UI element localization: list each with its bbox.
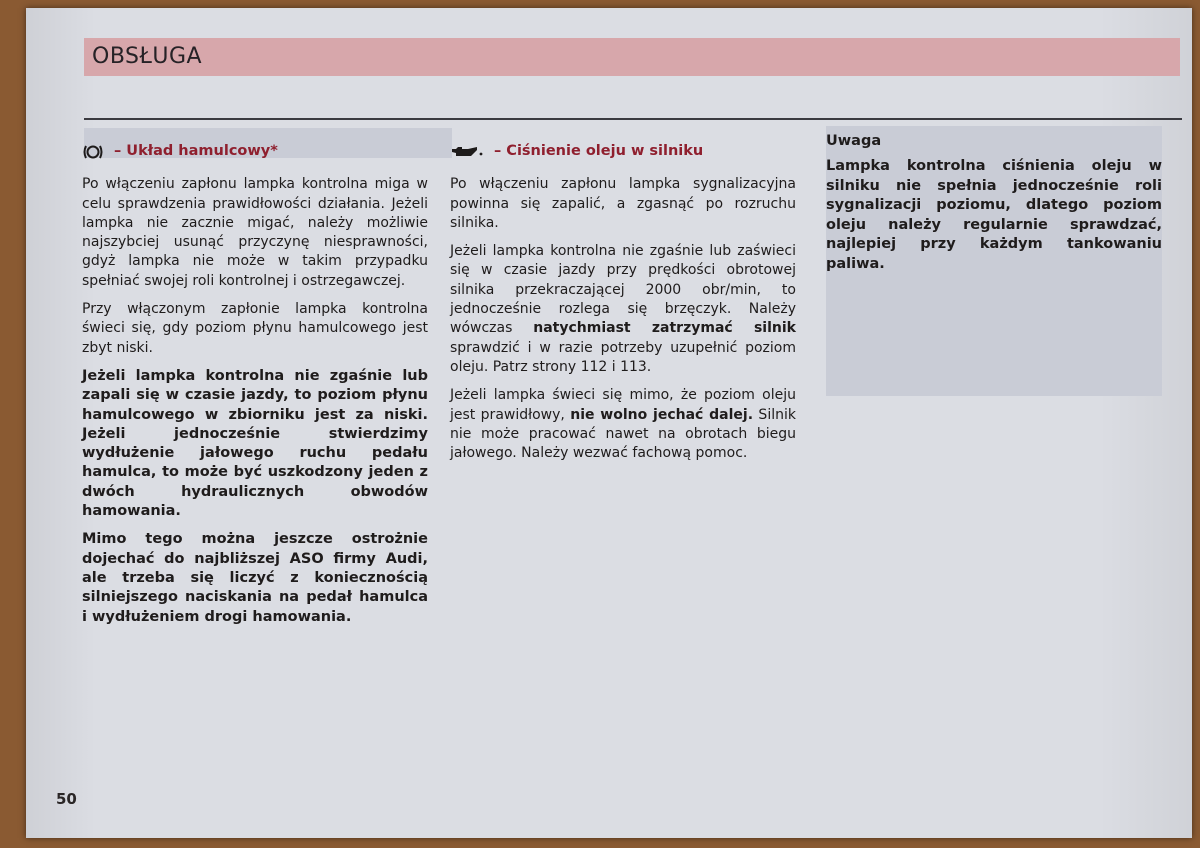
column-oil-pressure	[450, 130, 796, 472]
oil-p3-text-a: Jeżeli lampka świeci się mimo, że poziom oleju jest prawidłowy,	[450, 387, 796, 423]
brake-paragraph-4: Mimo tego można jeszcze ostrożnie dojechać do najbliższej ASO firmy Audi, ale trzeba się liczyć z koniecznością silniejszego naciskania na pedał hamulca i wydłużeniem drogi hamowania.	[82, 531, 428, 625]
brake-heading-text: – Układ hamulcowy*	[114, 143, 278, 159]
section-header-bar	[84, 38, 1180, 76]
brake-paragraph-3: Jeżeli lampka kontrolna nie zgaśnie lub zapali się w czasie jazdy, to poziom płynu hamulcowego w zbiorniku jest za niski. Jeżeli jednocześnie stwierdzimy wydłużenie jałowego ruchu pedału hamulca, to może być uszkodzony jeden z dwóch hydraulicznych obwodów hamowania.	[82, 367, 428, 520]
note-title: Uwaga	[826, 133, 882, 149]
column-note	[826, 130, 1162, 274]
column-brake-system	[82, 130, 428, 636]
oil-can-icon	[450, 145, 484, 159]
manual-page	[26, 8, 1192, 838]
oil-heading-text: – Ciśnienie oleju w silniku	[494, 143, 704, 159]
oil-paragraph-1: Po włączeniu zapłonu lampka sygnalizacyjna powinna się zapalić, a zgasnąć po rozruchu silnika.	[450, 176, 796, 231]
oil-p2-text-a: Jeżeli lampka kontrolna nie zgaśnie lub zaświeci się w czasie jazdy przy prędkości obrotowej silnika przekraczającej 2000 obr/min, to jednocześnie rozlega się brzęczyk. Należy wówczas	[450, 243, 796, 337]
oil-p3-emphasis: nie wolno jechać dalej.	[570, 406, 754, 423]
brake-paragraph-2: Przy włączonym zapłonie lampka kontrolna świeci się, gdy poziom płynu hamulcowego jest zbyt niski.	[82, 301, 428, 356]
oil-p2-text-c: sprawdzić i w razie potrzeby uzupełnić poziom oleju. Patrz strony 112 i 113.	[450, 339, 796, 375]
oil-paragraph-3	[450, 386, 796, 463]
oil-p3-text-c: Silnik nie może pracować nawet na obrotach biegu jałowego. Należy wezwać fachową pomoc.	[450, 406, 796, 462]
page-number: 50	[56, 790, 77, 808]
oil-heading	[450, 142, 796, 161]
brake-warning-icon	[82, 144, 104, 160]
note-body: Lampka kontrolna ciśnienia oleju w silniku nie spełnia jednocześnie roli sygnalizacji poziomu, dlatego poziom oleju należy regularnie sprawdzać, najlepiej przy każdym tankowaniu paliwa.	[826, 158, 1162, 272]
section-title: OBSŁUGA	[92, 44, 203, 69]
brake-paragraph-1: Po włączeniu zapłonu lampka kontrolna miga w celu sprawdzenia prawidłowości działania. Jeżeli lampka nie zacznie migać, należy możliwie najszybciej usunąć przyczynę niesprawności, gdyż lampka nie może w takim przypadku spełniać swojej roli kontrolnej i ostrzegawczej.	[82, 176, 428, 289]
oil-paragraph-2	[450, 242, 796, 377]
brake-heading	[82, 142, 428, 161]
divider-rule	[84, 118, 1182, 120]
oil-p2-emphasis: natychmiast zatrzymać silnik	[533, 320, 796, 337]
